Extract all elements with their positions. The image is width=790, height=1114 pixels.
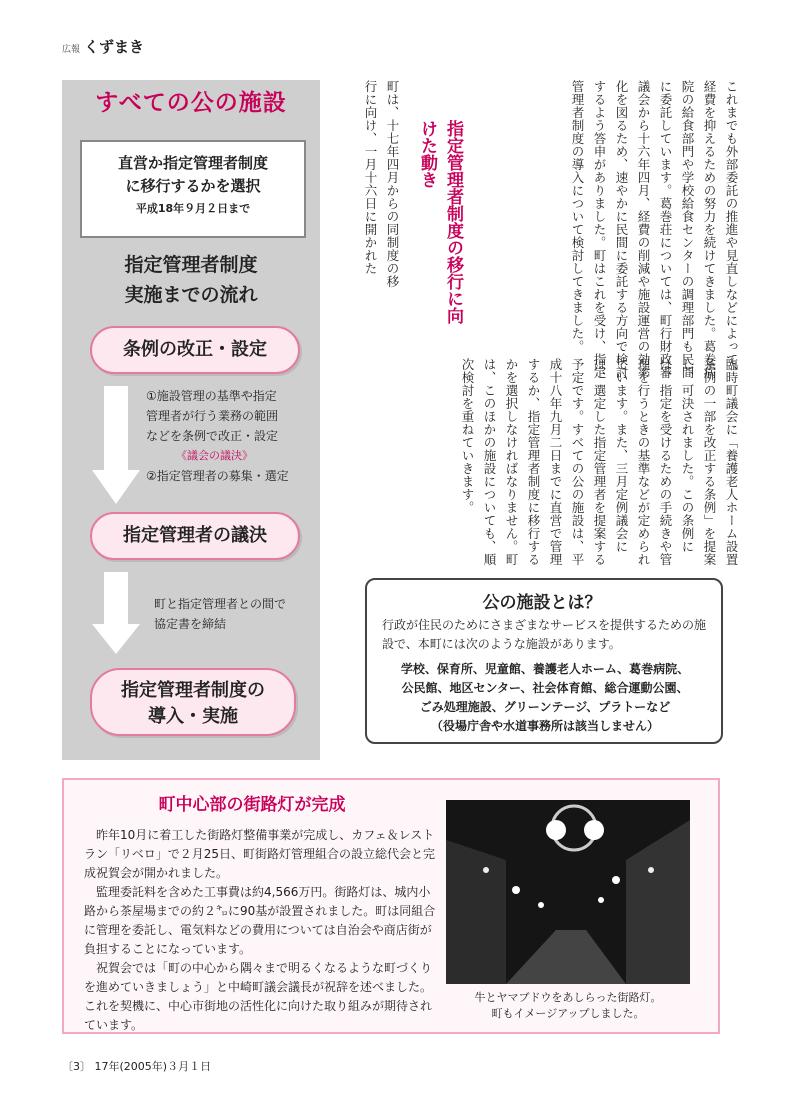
header-label: 広報 (62, 45, 81, 55)
page-footer (62, 1058, 211, 1074)
choose-date: 平成18年９月２日まで (135, 202, 251, 215)
flow-subtitle-line2: 実施までの流れ (124, 284, 258, 306)
body-text-upper: これまでも外部委託の推進や見直しなどによって、経費を抑えるための努力を続けてきました。葛巻病院の給食部門や学校給食センターの調理部門も民間に委託しています。葛巻荘については、町行財政審議会から十六年四月、経費の削減や施設運営の効率化を図るため、速やかに民間に委託する方向で検討するよう答申がありました。町はこれを受け、指定管理者制度の導入について検討してきました。 (570, 80, 739, 379)
migration-heading: 指定管理者制度の移行に向けた動き (417, 120, 463, 324)
step3-pill (90, 668, 296, 736)
streetlight-photo (446, 800, 690, 984)
article-body (84, 826, 440, 1035)
header-title: くずまき (84, 38, 145, 56)
public-facility-title: 公の施設とは？ (482, 593, 602, 613)
down-arrow-icon (92, 386, 140, 506)
photo-caption (446, 990, 690, 1022)
step1-detail: ①施設管理の基準や指定 (146, 389, 277, 403)
step2-pill: 指定管理者の議決 (90, 512, 300, 560)
step2-detail: 協定書を締結 (154, 617, 227, 631)
public-facility-desc: 行政が住民のためにさまざまなサービスを提供するための施設で、本町には次のような施設があります。 (382, 618, 707, 651)
step3-line2: 導入・実施 (148, 706, 238, 727)
step1-detail: 《議会の議決》 (176, 449, 253, 462)
facility-line: （役場庁舎や水道事務所は該当しません） (430, 719, 659, 733)
step1-detail: ②指定管理者の募集・選定 (146, 469, 289, 483)
step1-detail: などを条例で改正・設定 (146, 429, 279, 443)
body-text-lower: 臨時町議会に「養護老人ホーム設置条例の一部を改正する条例」を提案し、可決されました。この条例には、指定を受けるための手続きや管理を行うときの基準などが定められています。また、三月定例議会には、選定した指定管理者を提案する予定です。すべての公の施設は、平成十八年九月二日までに直営で管理するか、指定管理者制度に移行するかを選択しなければなりません。町は、このほかの施設についても、順次検討を重ねていきます。 (460, 358, 739, 566)
article-paragraph: 監理委託料を含めた工事費は約4,566万円。街路灯は、城内小路から茶屋場までの約２㌔に90基が設置されました。町は同組合に管理を委託し、電気料などの費用については自治会や商店街が負担することになっています。 (84, 885, 436, 956)
page-header (62, 36, 144, 57)
step2-details (154, 594, 320, 634)
choose-box (80, 140, 306, 238)
caption-line: 町もイメージアップしました。 (491, 1007, 645, 1020)
step1-pill: 条例の改正・設定 (90, 326, 300, 374)
step2-detail: 町と指定管理者との間で (154, 597, 287, 611)
facility-line: 公民館、地区センター、社会体育館、総合運動公園、 (401, 681, 689, 695)
facility-line: 学校、保育所、児童館、養護老人ホーム、葛巻病院、 (400, 662, 690, 676)
step3-line1: 指定管理者制度の (121, 680, 265, 701)
down-arrow-icon (92, 572, 140, 656)
caption-line: 牛とヤマブドウをあしらった街路灯。 (474, 991, 662, 1004)
body-text-left: 町は、十七年四月からの同制度の移行に向け、一月十六日に開かれた (363, 80, 400, 288)
page-number: 〔3〕 (62, 1060, 91, 1073)
choose-line2: に移行するかを選択 (125, 177, 261, 195)
step1-detail: 管理者が行う業務の範囲 (146, 409, 279, 423)
flow-title: すべての公の施設 (95, 90, 287, 116)
article-title: 町中心部の街路灯が完成 (158, 795, 346, 815)
flow-subtitle-line1: 指定管理者制度 (124, 254, 258, 276)
article-paragraph: 祝賀会では「町の中心から隅々まで明るくなるような町づくりを進めていきましょう」と中崎町議会議長が祝辞を述べました。これを契機に、中心市街地の活性化に向けた取り組みが期待されています。 (84, 961, 433, 1032)
issue-date: 17年(2005年)３月１日 (94, 1060, 212, 1073)
choose-line1: 直営か指定管理者制度 (117, 154, 268, 172)
flow-subtitle (62, 250, 320, 310)
step1-details (146, 386, 318, 486)
streetlight-illustration (446, 800, 690, 984)
facility-line: ごみ処理施設、グリーンテージ、プラトーなど (419, 700, 671, 714)
article-paragraph: 昨年10月に着工した街路灯整備事業が完成し、カフェ＆レストラン「リベロ」で２月25日、町街路灯管理組合の設立総代会と完成祝賀会が開かれました。 (84, 828, 436, 880)
public-facility-list (382, 660, 708, 736)
